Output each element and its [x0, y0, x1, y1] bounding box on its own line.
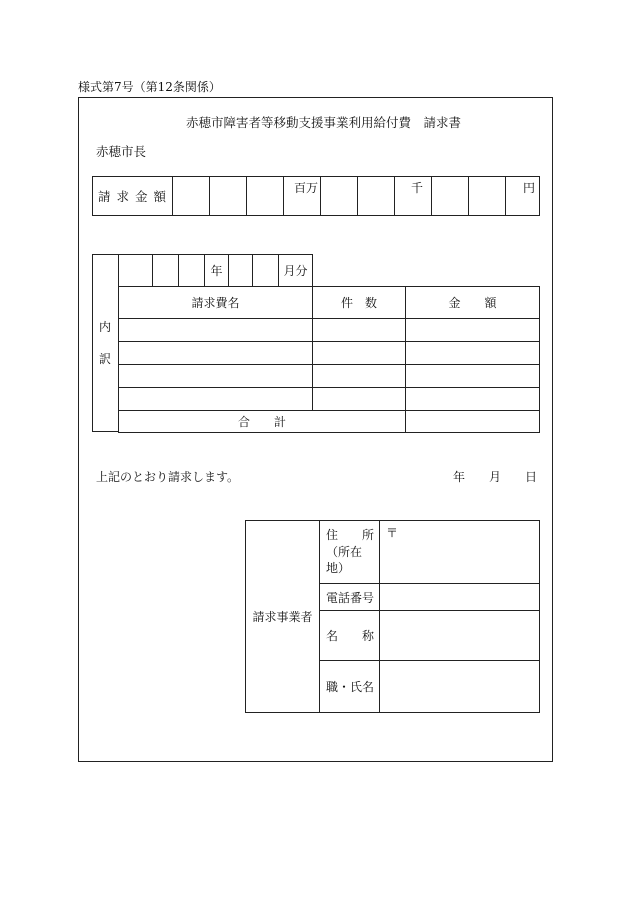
- breakdown-amount-cell[interactable]: [406, 388, 540, 411]
- declaration: 上記のとおり請求します。: [96, 470, 240, 484]
- period-digit-3[interactable]: [179, 255, 205, 287]
- amount-digit-3[interactable]: [247, 177, 284, 216]
- amount-digit-6[interactable]: [358, 177, 395, 216]
- period-month-digit-1[interactable]: [229, 255, 253, 287]
- date-day-label: 日: [525, 470, 538, 484]
- amount-digit-sen[interactable]: [395, 177, 432, 216]
- amount-digit-1[interactable]: [173, 177, 210, 216]
- unit-sen: 千: [410, 181, 423, 195]
- breakdown-count-cell[interactable]: [313, 319, 406, 342]
- date-year-label: 年: [453, 470, 466, 484]
- breakdown-name-cell[interactable]: [119, 388, 313, 411]
- address-sub-label: （所在地）: [326, 544, 363, 576]
- company-name-label: 名 称: [320, 611, 380, 661]
- claimant-table: [245, 520, 540, 713]
- table-row: [119, 365, 540, 388]
- unit-hyakuman: 百万: [293, 181, 318, 195]
- breakdown-name-cell[interactable]: [119, 342, 313, 365]
- period-month-label: 月分: [279, 255, 313, 287]
- amount-digit-en[interactable]: [506, 177, 540, 216]
- claimant-label: 請求事業者: [246, 521, 320, 713]
- table-row: [119, 319, 540, 342]
- period-digit-1[interactable]: [119, 255, 153, 287]
- company-name-field[interactable]: [380, 611, 540, 661]
- breakdown-name-cell[interactable]: [119, 319, 313, 342]
- amount-digit-hyakuman[interactable]: [284, 177, 321, 216]
- breakdown-amount-cell[interactable]: [406, 319, 540, 342]
- amount-label: 請 求 金 額: [93, 177, 173, 216]
- postal-mark: 〒: [386, 526, 399, 540]
- breakdown-side: [92, 254, 119, 432]
- amount-digit-9[interactable]: [469, 177, 506, 216]
- breakdown-header-amount: 金 額: [406, 287, 540, 319]
- address-label: 住 所: [326, 527, 375, 542]
- phone-field[interactable]: [380, 584, 540, 611]
- period-table: [118, 254, 313, 287]
- form-title: 赤穂市障害者等移動支援事業利用給付費 請求書: [186, 115, 462, 130]
- breakdown-name-cell[interactable]: [119, 365, 313, 388]
- table-row: [119, 342, 540, 365]
- breakdown-count-cell[interactable]: [313, 388, 406, 411]
- addressee: 赤穂市長: [96, 144, 147, 159]
- period-year-label: 年: [205, 255, 229, 287]
- amount-digit-5[interactable]: [321, 177, 358, 216]
- address-field[interactable]: [380, 521, 540, 584]
- breakdown-header-count: 件 数: [313, 287, 406, 319]
- table-row: [119, 388, 540, 411]
- breakdown-count-cell[interactable]: [313, 365, 406, 388]
- breakdown-amount-cell[interactable]: [406, 365, 540, 388]
- breakdown-side-label-1: 内: [99, 320, 112, 334]
- breakdown-header-name: 請求費名: [119, 287, 313, 319]
- representative-field[interactable]: [380, 661, 540, 713]
- breakdown-total-label: 合 計: [119, 411, 406, 433]
- form-number: 様式第7号（第12条関係）: [78, 80, 221, 94]
- unit-en: 円: [522, 181, 535, 195]
- amount-table: [92, 176, 540, 216]
- breakdown-table: [118, 286, 540, 433]
- breakdown-total-amount[interactable]: [406, 411, 540, 433]
- breakdown-count-cell[interactable]: [313, 342, 406, 365]
- breakdown-side-label-2: 訳: [99, 352, 112, 366]
- period-digit-2[interactable]: [153, 255, 179, 287]
- breakdown-amount-cell[interactable]: [406, 342, 540, 365]
- amount-digit-2[interactable]: [210, 177, 247, 216]
- phone-label: 電話番号: [320, 584, 380, 611]
- amount-digit-8[interactable]: [432, 177, 469, 216]
- period-month-digit-2[interactable]: [253, 255, 279, 287]
- address-label-cell: [320, 521, 380, 584]
- representative-label: 職・氏名: [320, 661, 380, 713]
- date-month-label: 月: [489, 470, 502, 484]
